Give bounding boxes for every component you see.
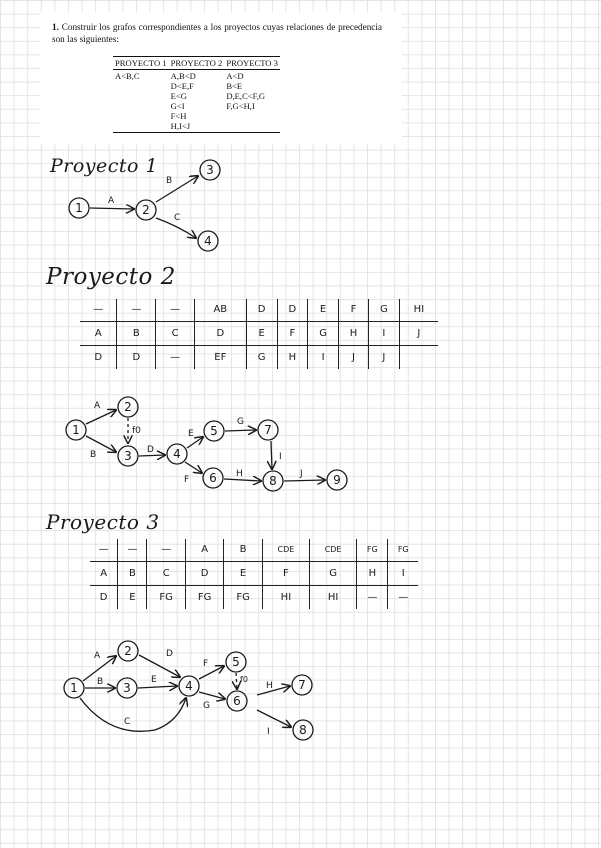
edge-label: H	[236, 469, 243, 479]
dummy-label: f0	[240, 675, 248, 684]
edge-arrow	[185, 462, 202, 473]
edge-arrow	[284, 480, 325, 481]
edge-arrow	[138, 686, 177, 688]
precedence-header-p3: PROYECTO 3	[226, 58, 278, 68]
edge-label: B	[166, 176, 173, 186]
edge-label: B	[97, 677, 104, 687]
edge-label: A	[94, 401, 101, 411]
node-label: 5	[210, 424, 218, 438]
precedence-header-p1: PROYECTO 1	[115, 58, 167, 68]
edge-label: F	[184, 475, 190, 485]
table-cell: F	[338, 299, 368, 321]
graph-node	[118, 397, 138, 417]
graph-node	[203, 468, 223, 488]
proyecto1-graph	[69, 160, 220, 251]
table-cell: B	[224, 539, 262, 561]
proyecto3-graph	[64, 641, 313, 740]
edge-arrow	[90, 208, 134, 209]
proyecto3-title: Proyecto 3	[46, 510, 160, 534]
dummy-edge-arrow	[236, 673, 237, 689]
precedence-rule: A<B,C	[115, 71, 140, 81]
node-label: 2	[124, 400, 132, 414]
table-cell: H	[338, 321, 368, 345]
edge-label: D	[147, 445, 154, 455]
node-label: 8	[299, 723, 307, 737]
precedence-rule: F,G<H,I	[226, 101, 255, 111]
table-cell: C	[156, 321, 195, 345]
graph-node	[227, 691, 247, 711]
table-cell: —	[156, 299, 195, 321]
table-cell: F	[277, 321, 308, 345]
edge-arrow	[199, 692, 225, 699]
table-cell: FG	[388, 539, 418, 561]
table-cell: —	[80, 299, 117, 321]
precedence-header-p2: PROYECTO 2	[170, 58, 223, 68]
node-label: 9	[333, 473, 341, 487]
table-cell: G	[308, 321, 339, 345]
graph-node	[204, 421, 224, 441]
precedence-rule: G<I	[170, 101, 185, 111]
table-cell: B	[117, 321, 156, 345]
table-cell: A	[185, 539, 223, 561]
table-cell: D	[194, 321, 246, 345]
dummy-label: f0	[132, 426, 141, 436]
table-cell: FG	[147, 585, 185, 609]
graph-node	[292, 675, 312, 695]
precedence-rule: A<D	[226, 71, 244, 81]
table-cell: D	[99, 591, 108, 603]
table-cell: I	[308, 345, 339, 369]
node-label: 1	[72, 423, 80, 437]
table-cell: —	[156, 345, 195, 369]
precedence-rule: F<H	[170, 111, 187, 121]
table-cell: —	[388, 585, 418, 609]
graph-node	[167, 444, 187, 464]
node-label: 6	[209, 471, 217, 485]
node-label: 3	[124, 449, 132, 463]
edge-label: F	[203, 659, 209, 669]
table-cell: —	[357, 585, 388, 609]
edge-label: A	[108, 196, 115, 206]
edge-label: I	[267, 727, 270, 737]
edge-label: B	[90, 450, 97, 460]
table-cell: E	[224, 561, 262, 585]
edge-arrow	[80, 698, 186, 731]
table-cell: HI	[262, 585, 309, 609]
table-cell: —	[90, 539, 118, 561]
table-cell: F	[262, 561, 309, 585]
table-cell: J	[399, 321, 438, 345]
table-cell: FG	[185, 585, 223, 609]
table-cell: FG	[224, 585, 262, 609]
edge-label: E	[188, 429, 194, 439]
table-cell: J	[338, 345, 368, 369]
graph-node	[327, 470, 347, 490]
precedence-rule: H,I<J	[170, 121, 191, 131]
table-cell: H	[277, 345, 308, 369]
edge-label: J	[300, 469, 303, 479]
edge-arrow	[224, 479, 261, 481]
graph-node	[118, 446, 138, 466]
graph-node	[258, 420, 278, 440]
table-cell: D	[277, 299, 308, 321]
table-cell: —	[118, 539, 147, 561]
edge-label: E	[151, 675, 157, 685]
graph-node	[64, 678, 84, 698]
table-cell: D	[246, 299, 277, 321]
node-label: 1	[75, 201, 83, 215]
node-label: 7	[298, 678, 306, 692]
edge-label: H	[266, 681, 273, 691]
edge-label: G	[203, 701, 210, 711]
table-cell: I	[388, 561, 418, 585]
table-cell: CDE	[262, 539, 309, 561]
node-label: 2	[142, 203, 150, 217]
graph-node	[198, 231, 218, 251]
table-cell: HI	[399, 299, 438, 321]
table-cell: HI	[310, 585, 357, 609]
edge-arrow	[271, 441, 272, 469]
table-cell: —	[117, 299, 156, 321]
table-cell: H	[357, 561, 388, 585]
edge-arrow	[257, 710, 291, 727]
table-cell: E	[308, 299, 339, 321]
graph-node	[66, 420, 86, 440]
edge-label: I	[279, 452, 282, 462]
graph-node	[263, 471, 283, 491]
table-cell: CDE	[310, 539, 357, 561]
edge-label: C	[124, 717, 131, 727]
precedence-rule: B<E	[226, 81, 243, 91]
table-cell: D	[117, 345, 156, 369]
graph-node	[118, 641, 138, 661]
graph-node	[226, 652, 246, 672]
proyecto2-graph	[66, 397, 347, 491]
edge-label: D	[166, 649, 173, 659]
node-label: 7	[264, 423, 272, 437]
node-label: 2	[124, 644, 132, 658]
graph-node	[69, 198, 89, 218]
precedence-rule: A,B<D	[170, 71, 196, 81]
node-label: 6	[233, 694, 241, 708]
table-cell: E	[246, 321, 277, 345]
table-cell: J	[369, 345, 400, 369]
precedence-rule: E<G	[170, 91, 187, 101]
table-cell: A	[90, 561, 118, 585]
edge-arrow	[139, 455, 165, 456]
exercise-number: 1.	[52, 22, 59, 32]
precedence-rule: D,E,C<F,G	[226, 91, 266, 101]
edge-arrow	[225, 430, 256, 431]
edge-arrow	[86, 410, 116, 424]
node-label: 1	[70, 681, 78, 695]
table-cell: G	[246, 345, 277, 369]
node-label: 8	[269, 474, 277, 488]
node-label: 3	[123, 681, 131, 695]
table-cell: E	[118, 585, 147, 609]
node-label: 5	[232, 655, 240, 669]
graph-node	[136, 200, 156, 220]
table-cell: A	[80, 321, 117, 345]
precedence-rule: D<E,F	[170, 81, 194, 91]
table-cell: D	[185, 561, 223, 585]
edge-label: C	[174, 213, 181, 223]
graph-node	[200, 160, 220, 180]
node-label: 4	[173, 447, 181, 461]
table-cell: —	[147, 539, 185, 561]
table-cell: G	[369, 299, 400, 321]
node-label: 4	[204, 234, 212, 248]
table-cell: G	[310, 561, 357, 585]
table-cell: AB	[194, 299, 246, 321]
edge-label: G	[237, 417, 244, 427]
graph-node	[293, 720, 313, 740]
edge-arrow	[156, 176, 198, 202]
table-cell: C	[147, 561, 185, 585]
edge-arrow	[139, 655, 180, 677]
graph-node	[179, 676, 199, 696]
edge-arrow	[257, 686, 290, 695]
table-cell: D	[94, 351, 103, 363]
proyecto1-title: Proyecto 1	[50, 155, 159, 177]
proyecto2-title: Proyecto 2	[46, 264, 176, 290]
table-cell: I	[369, 321, 400, 345]
table-cell: EF	[194, 345, 246, 369]
node-label: 4	[185, 679, 193, 693]
table-cell: B	[118, 561, 147, 585]
table-cell: FG	[357, 539, 388, 561]
graph-node	[117, 678, 137, 698]
exercise-text: Construir los grafos correspondientes a los proyectos cuyas relaciones de precedencia son las siguientes:	[52, 22, 382, 44]
edge-label: A	[94, 651, 101, 661]
node-label: 3	[206, 163, 214, 177]
